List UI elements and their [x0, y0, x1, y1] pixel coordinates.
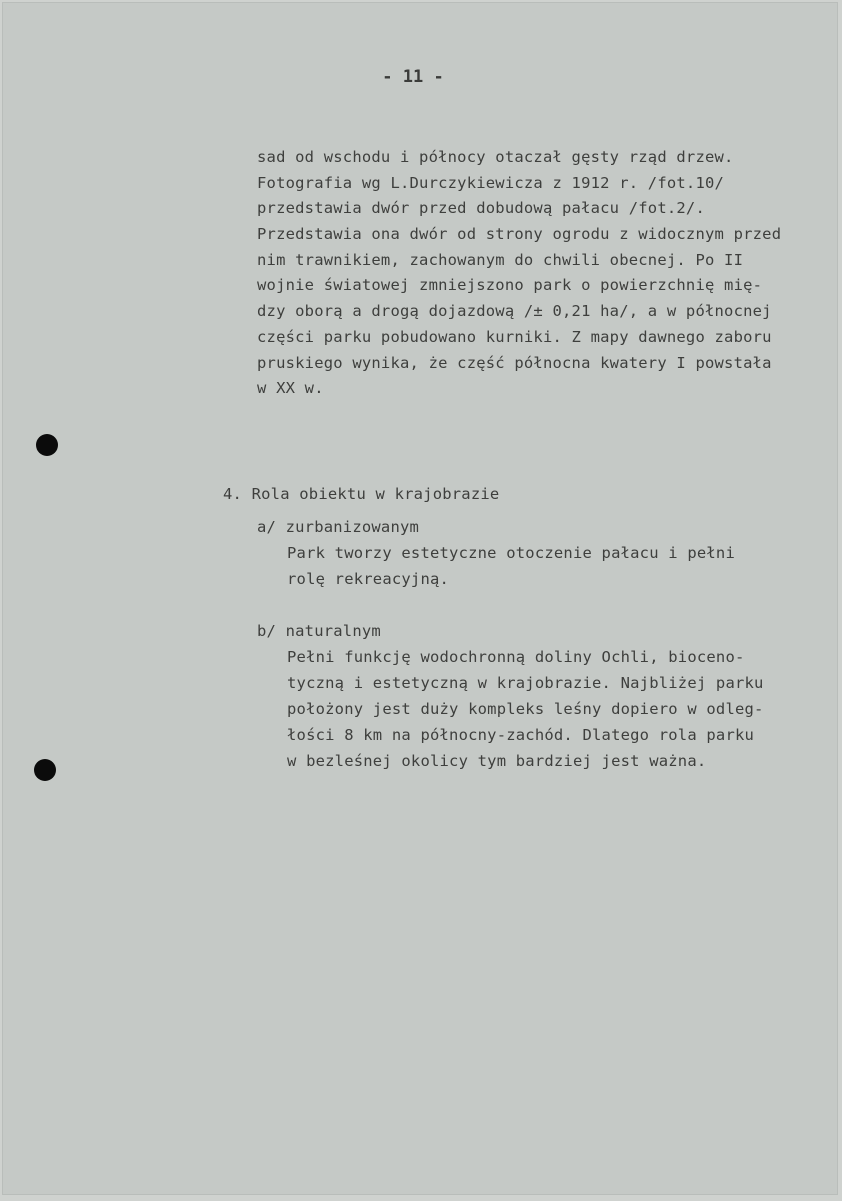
subsection-body — [257, 540, 817, 592]
section-heading: 4. Rola obiektu w krajobrazie — [223, 485, 500, 503]
subsection-body — [257, 644, 817, 774]
subsection-label: a/ zurbanizowanym — [257, 518, 420, 536]
subsection-urban — [257, 514, 817, 592]
text-line: w bezleśnej okolicy tym bardziej jest ważna. — [287, 752, 707, 770]
text-line: części parku pobudowano kurniki. Z mapy dawnego zaboru — [257, 327, 772, 346]
punch-hole — [36, 434, 58, 456]
page-number: - 11 - — [382, 67, 444, 87]
text-line: przedstawia dwór przed dobudową pałacu /fot.2/. — [257, 199, 705, 218]
text-line: sad od wschodu i północy otaczał gęsty rząd drzew. — [257, 148, 734, 166]
punch-hole — [34, 759, 56, 781]
document-page — [2, 2, 838, 1195]
text-line: Pełni funkcję wodochronną doliny Ochli, biocenо- — [287, 648, 745, 666]
text-line: Fotografia wg L.Durczykiewicza z 1912 r. /fot.10/ — [257, 173, 725, 192]
text-line: w XX w. — [257, 379, 324, 398]
text-line: nim trawnikiem, zachowanym do chwili obecnej. Po II — [257, 250, 744, 269]
history-paragraph — [257, 145, 837, 402]
text-line: dzy oborą a drogą dojazdową /± 0,21 ha/, a w północnej — [257, 302, 772, 321]
text-line: wojnie światowej zmniejszono park o powierzchnię mię- — [257, 276, 763, 295]
subsection-natural — [257, 618, 817, 774]
section-4 — [223, 481, 823, 507]
subsection-label: b/ naturalnym — [257, 622, 381, 640]
text-line: Przedstawia ona dwór od strony ogrodu z widocznym przed — [257, 225, 782, 244]
text-line: rolę rekreacyjną. — [287, 570, 450, 588]
text-line: pruskiego wynika, że część północna kwatery I powstała — [257, 353, 772, 372]
text-line: tyczną i estetyczną w krajobrazie. Najbliżej parku — [287, 674, 764, 692]
text-line: łości 8 km na północny-zachód. Dlatego rola parku — [287, 726, 755, 744]
text-line: położony jest duży kompleks leśny dopiero w odleg- — [287, 700, 764, 718]
text-line: Park tworzy estetyczne otoczenie pałacu i pełni — [287, 544, 735, 562]
